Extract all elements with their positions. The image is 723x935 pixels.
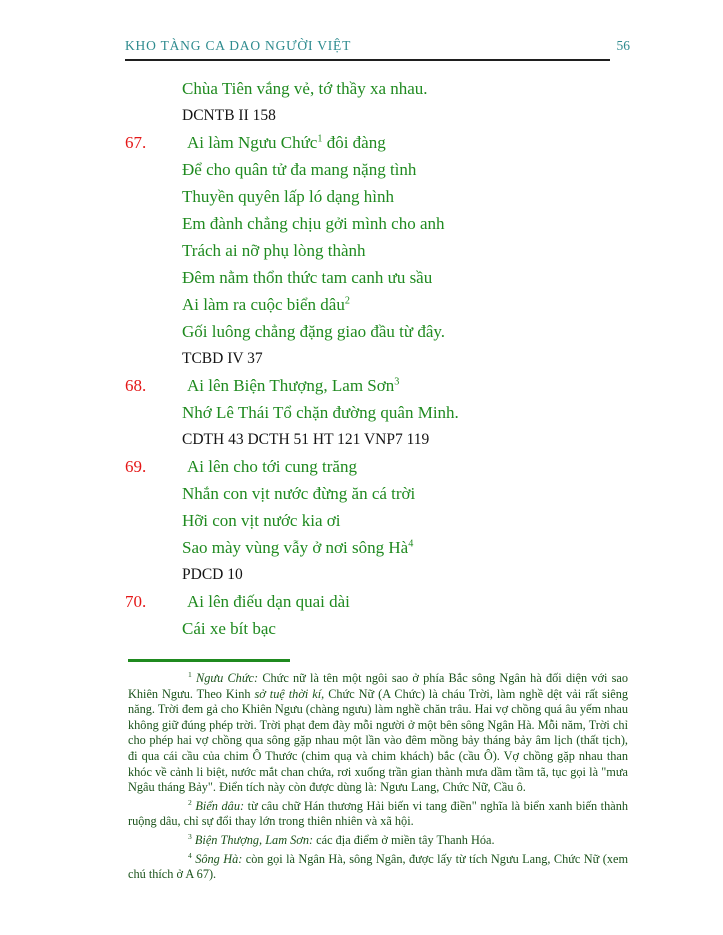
footnote-ref-mark: 2: [344, 295, 350, 307]
book-title: KHO TÀNG CA DAO NGƯỜI VIỆT: [125, 38, 352, 53]
poem-line: Ai làm ra cuộc biển dâu$^2$: [182, 295, 350, 314]
footnote-marker: 4: [188, 850, 192, 860]
poem-line: Chùa Tiên vắng vẻ, tớ thầy xa nhau.: [182, 79, 428, 98]
footnote-4: $^4$ Sông Hà: còn gọi là Ngân Hà, sông Ngân, được lấy từ tích Ngưu Lang, Chức Nữ (xem chú thích ở A 67).: [128, 850, 629, 882]
poem-line: Ai làm Ngưu Chức$^1$ đôi đàng: [187, 133, 386, 152]
poem-line: Ai lên Biện Thượng, Lam Sơn$^3$: [187, 376, 400, 395]
footnote-term: Ngưu Chức:: [196, 671, 259, 685]
footnote-marker: 2: [188, 797, 192, 807]
footnote-ref-mark: 3: [394, 376, 400, 388]
footnote-term: Biện Thượng, Lam Sơn:: [194, 832, 314, 847]
poem-body: [125, 75, 723, 642]
poem-line: Gối luông chẳng đặng giao đầu từ đây.: [182, 322, 446, 341]
entry-67: [125, 129, 723, 372]
poem-line: Để cho quân tử đa mang nặng tình: [182, 160, 417, 179]
poem-continuation: [125, 75, 723, 129]
poem-line: Đêm nằm thổn thức tam canh ưu sầu: [182, 268, 433, 287]
entry-number: 67.: [125, 133, 147, 152]
footnote-2: $^2$ Biển dâu: từ câu chữ Hán thương Hải biến vi tang điền" nghĩa là biển xanh biến thành ruộng dâu, chỉ sự đổi thay lớn trong thiên nhiên và xã hội.: [128, 797, 629, 829]
poem-line: Thuyền quyên lấp ló dạng hình: [182, 187, 394, 206]
entry-68: [125, 372, 723, 453]
poem-line: Nhắn con vịt nước đừng ăn cá trời: [182, 484, 416, 503]
footnote-marker: 1: [188, 669, 192, 679]
source-ref: CDTH 43 DCTH 51 HT 121 VNP7 119: [182, 431, 430, 448]
poem-line: Trách ai nỡ phụ lòng thành: [182, 241, 366, 260]
source-ref: TCBD IV 37: [182, 350, 263, 367]
footnote-ref-mark: 1: [317, 133, 323, 145]
entry-70: [125, 588, 723, 642]
footnote-ref-mark: 4: [408, 538, 414, 550]
footnote-marker: 3: [188, 831, 192, 841]
footnote-term: Biển dâu:: [195, 798, 245, 813]
footnote-separator: [128, 659, 290, 662]
source-ref: PDCD 10: [182, 566, 243, 583]
entry-number: 69.: [125, 457, 147, 476]
poem-line: Sao mày vùng vẫy ở nơi sông $Hà^4$: [182, 538, 414, 557]
poem-line: Ai lên điếu dạn quai dài: [187, 592, 350, 611]
footnote-1: $^1$ Ngưu Chức: Chức nữ là tên một ngôi sao ở phía Bắc sông Ngân hà đối diện với sao Khiên Ngưu. Theo Kinh sở tuệ thời kí, Chức Nữ (A Chức) là cháu Trời, làm nghề dệt vải rất siêng năng. Trời đem gả cho Khiên Ngưu (chàng ngưu) làm nghề chăn trâu. Hai vợ chồng quá âu yếm nhau không giữ đúng phép trời. Trời phạt đem đày mỗi người ở một bên sông Ngân Hà. Mỗi năm, Trời chỉ cho phép hai vợ chồng qua sông gặp nhau một lần vào đêm mồng bảy tháng bảy âm lịch (thất tịch), đi qua cái cầu của chim Ô Thước (chim quạ và chim khách) bắc (cầu Ô). Vợ chồng gặp nhau than khóc về cảnh li biệt, nước mắt chan chứa, rơi xuống trần gian thành mưa dầm tầm tã, tục gọi là "mưa Ngâu tháng Bảy". Điển tích này còn được dùng là: Ngưu Lang, Chức Nữ, Cầu ô.: [128, 669, 629, 795]
poem-line: Nhớ Lê Thái Tổ chặn đường quân Minh.: [182, 403, 459, 422]
entry-number: 68.: [125, 376, 147, 395]
footnote-3: $^3$ Biện Thượng, Lam Sơn: các địa điểm ở miền tây Thanh Hóa.: [188, 831, 495, 847]
poem-line: Cái xe bít bạc: [182, 619, 276, 638]
source-ref: DCNTB II 158: [182, 107, 276, 124]
poem-line: Em đành chẳng chịu gởi mình cho anh: [182, 214, 445, 233]
footnotes-block: [128, 671, 628, 883]
footnote-book-title: sở tuệ thời kí: [254, 686, 322, 701]
entry-69: [125, 453, 723, 588]
header-rule: [125, 59, 610, 61]
page-header: [125, 38, 630, 62]
entry-number: 70.: [125, 592, 147, 611]
footnote-term: Sông Hà:: [195, 851, 243, 866]
page-number: 56: [616, 38, 630, 53]
poem-line: Ai lên cho tới cung trăng: [187, 457, 357, 476]
poem-line: Hỡi con vịt nước kia ơi: [182, 511, 341, 530]
